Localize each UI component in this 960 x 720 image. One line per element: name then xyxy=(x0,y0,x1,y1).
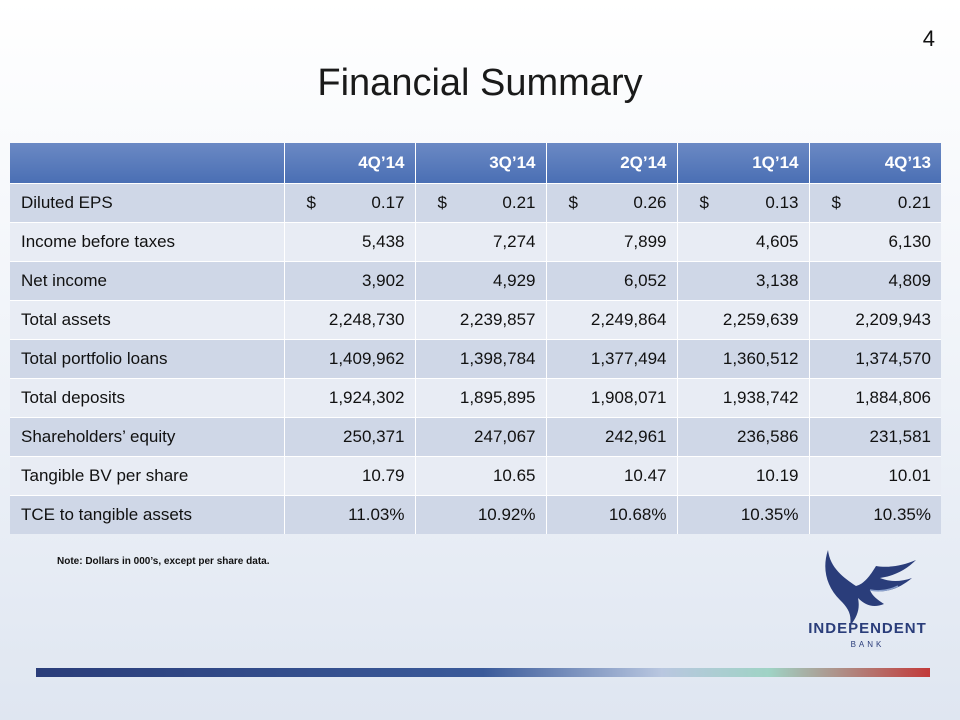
cell-value: 0.21 xyxy=(897,193,931,212)
table-cell xyxy=(677,184,809,223)
page-number: 4 xyxy=(922,26,935,51)
table-cell: 10.19 xyxy=(677,457,809,496)
table-row xyxy=(10,418,941,457)
table-row xyxy=(10,262,941,301)
table-cell: 1,398,784 xyxy=(415,340,546,379)
currency-symbol: $ xyxy=(306,193,316,212)
row-label: Tangible BV per share xyxy=(10,457,284,496)
table-cell: 1,884,806 xyxy=(809,379,941,418)
table-cell: 250,371 xyxy=(284,418,415,457)
table-cell xyxy=(546,184,677,223)
table-cell: 5,438 xyxy=(284,223,415,262)
table-cell: 10.68% xyxy=(546,496,677,535)
row-label: Total assets xyxy=(10,301,284,340)
table-header-row xyxy=(10,143,941,184)
header-cell-blank xyxy=(10,143,284,184)
footer-bar xyxy=(36,668,930,677)
footnote: Note: Dollars in 000’s, except per share data. xyxy=(57,556,270,567)
cell-value: 0.21 xyxy=(502,193,536,212)
table-cell: 4,809 xyxy=(809,262,941,301)
column-header: 4Q’14 xyxy=(284,143,415,184)
column-header: 4Q’13 xyxy=(809,143,941,184)
table-cell: 10.79 xyxy=(284,457,415,496)
financial-summary-table xyxy=(10,143,941,534)
row-label: Shareholders’ equity xyxy=(10,418,284,457)
table-cell: 10.35% xyxy=(677,496,809,535)
table-cell: 231,581 xyxy=(809,418,941,457)
logo-subtitle: BANK xyxy=(850,640,885,649)
table-cell: 1,908,071 xyxy=(546,379,677,418)
table-row xyxy=(10,223,941,262)
cell-value: 0.17 xyxy=(371,193,405,212)
table-cell: 10.47 xyxy=(546,457,677,496)
table-cell: 247,067 xyxy=(415,418,546,457)
row-label: Total deposits xyxy=(10,379,284,418)
table-cell: 10.65 xyxy=(415,457,546,496)
table-cell xyxy=(809,184,941,223)
table-cell: 2,209,943 xyxy=(809,301,941,340)
row-label: Net income xyxy=(10,262,284,301)
logo-name: INDEPENDENT xyxy=(808,620,927,637)
column-header: 1Q’14 xyxy=(677,143,809,184)
column-header: 3Q’14 xyxy=(415,143,546,184)
table-cell xyxy=(284,184,415,223)
currency-symbol: $ xyxy=(437,193,447,212)
table-cell: 10.01 xyxy=(809,457,941,496)
table-cell: 6,130 xyxy=(809,223,941,262)
cell-value: 0.26 xyxy=(633,193,667,212)
table-row xyxy=(10,184,941,223)
table-cell xyxy=(415,184,546,223)
table-cell: 2,249,864 xyxy=(546,301,677,340)
table-cell: 1,409,962 xyxy=(284,340,415,379)
table-cell: 1,938,742 xyxy=(677,379,809,418)
column-header: 2Q’14 xyxy=(546,143,677,184)
table-cell: 3,902 xyxy=(284,262,415,301)
table-cell: 4,605 xyxy=(677,223,809,262)
row-label: Diluted EPS xyxy=(10,184,284,223)
row-label: TCE to tangible assets xyxy=(10,496,284,535)
currency-symbol: $ xyxy=(831,193,841,212)
table-cell: 1,360,512 xyxy=(677,340,809,379)
table-row xyxy=(10,340,941,379)
row-label: Total portfolio loans xyxy=(10,340,284,379)
row-label: Income before taxes xyxy=(10,223,284,262)
table-cell: 236,586 xyxy=(677,418,809,457)
table-cell: 2,248,730 xyxy=(284,301,415,340)
cell-value: 0.13 xyxy=(765,193,799,212)
table-cell: 6,052 xyxy=(546,262,677,301)
table-cell: 1,377,494 xyxy=(546,340,677,379)
table-row xyxy=(10,457,941,496)
slide-title: Financial Summary xyxy=(317,62,643,104)
table-row xyxy=(10,379,941,418)
table-cell: 1,924,302 xyxy=(284,379,415,418)
table-row xyxy=(10,496,941,535)
table-cell: 2,239,857 xyxy=(415,301,546,340)
table-cell: 2,259,639 xyxy=(677,301,809,340)
table-cell: 3,138 xyxy=(677,262,809,301)
table-cell: 4,929 xyxy=(415,262,546,301)
currency-symbol: $ xyxy=(568,193,578,212)
table-cell: 1,374,570 xyxy=(809,340,941,379)
table-cell: 11.03% xyxy=(284,496,415,535)
table-cell: 10.35% xyxy=(809,496,941,535)
table-cell: 7,899 xyxy=(546,223,677,262)
table-cell: 242,961 xyxy=(546,418,677,457)
currency-symbol: $ xyxy=(699,193,709,212)
table-cell: 10.92% xyxy=(415,496,546,535)
table-cell: 7,274 xyxy=(415,223,546,262)
table-row xyxy=(10,301,941,340)
table-cell: 1,895,895 xyxy=(415,379,546,418)
